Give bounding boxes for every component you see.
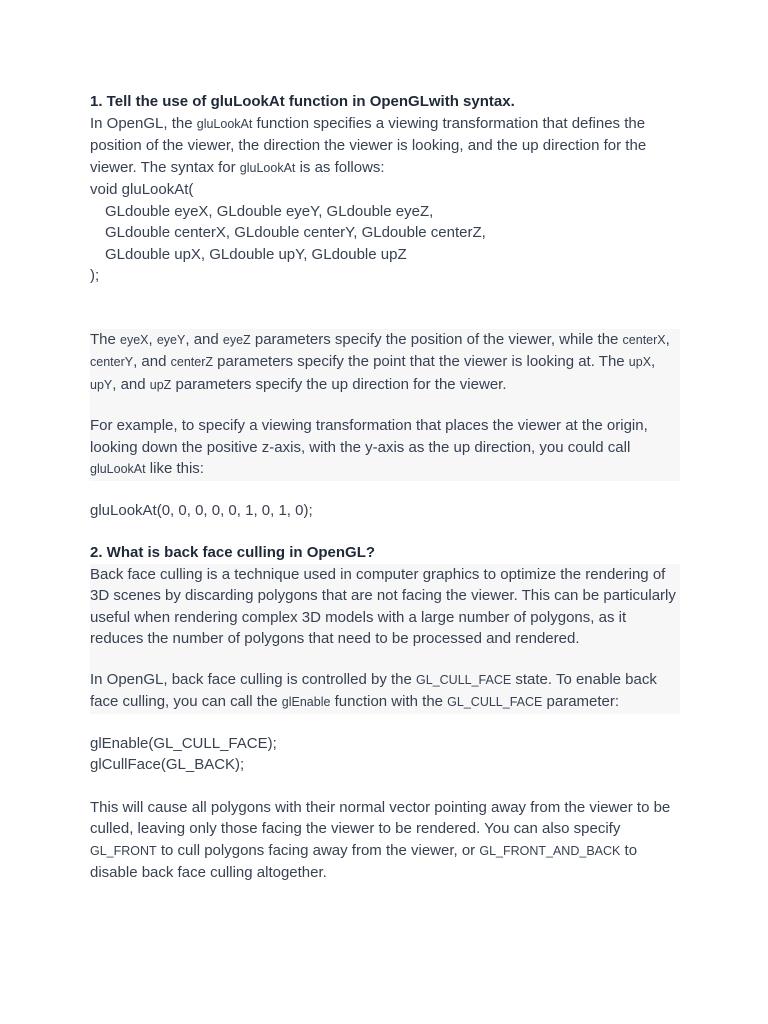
culling-paragraph-1: Back face culling is a technique used in computer graphics to optimize the rendering of 3D scenes by discarding polygons that are not facing the viewer. This can be particularly useful when rendering complex 3D models with a large number of polygons, as it reduces the number of polygons that need to be processed and rendered. [90,565,676,647]
intro-text-1: In OpenGL, the [90,114,197,132]
text: , [148,330,157,348]
parameters-paragraph [90,329,680,397]
text: parameters specify the position of the viewer, while the [250,330,623,348]
text: parameter: [542,693,620,710]
code-line: glEnable(GL_CULL_FACE); [90,734,277,752]
inline-code-GL_FRONT_AND_BACK: GL_FRONT_AND_BACK [479,843,621,858]
inline-code-upX: upX [628,355,652,369]
spacer [90,650,680,669]
inline-code-upY: upY [90,377,113,392]
syntax-line: GLdouble eyeX, GLdouble eyeY, GLdouble eyeZ, [105,202,434,220]
text: to disable back face culling altogether. [90,841,638,881]
spacer [90,396,680,415]
spacer [90,287,680,329]
text: , [651,353,656,370]
inline-code-centerX: centerX [622,332,666,347]
document-content [90,91,680,884]
text: In OpenGL, back face culling is controlled by the [90,670,417,688]
inline-code-centerZ: centerZ [170,355,214,369]
text: parameters specify the up direction for the viewer. [171,375,507,393]
inline-code-centerY: centerY [90,355,134,369]
text: , and [112,375,150,393]
example-call-code: gluLookAt(0, 0, 0, 0, 0, 1, 0, 1, 0); [90,501,313,519]
inline-code-upZ: upZ [149,377,172,392]
inline-code-gluLookAt: gluLookAt [196,116,253,131]
inline-code-GL_CULL_FACE: GL_CULL_FACE [416,672,512,687]
inline-code-gluLookAt: gluLookAt [90,462,146,476]
syntax-line: GLdouble centerX, GLdouble centerY, GLdouble centerZ, [105,224,486,241]
spacer [90,521,680,542]
inline-code-GL_FRONT: GL_FRONT [90,843,157,858]
question-1-heading: 1. Tell the use of gluLookAt function in OpenGLwith syntax. [90,93,515,110]
syntax-line: ); [90,267,100,284]
inline-code-GL_CULL_FACE: GL_CULL_FACE [447,695,543,709]
inline-code-eyeY: eyeY [156,332,186,347]
spacer [90,714,680,733]
text: , [665,330,670,348]
text: state. To enable back face culling, you can call the [90,670,657,710]
gluLookAt-intro [90,113,680,180]
example-paragraph [90,415,680,481]
culling-code-block [90,733,680,776]
code-line: glCullFace(GL_BACK); [90,756,245,773]
text: like this: [145,460,204,477]
inline-code-eyeX: eyeX [120,332,149,347]
text: to cull polygons facing away from the viewer, or [156,841,480,859]
text: function with the [330,693,448,710]
text: , and [185,330,223,348]
spacer [90,776,680,797]
inline-code-gluLookAt: gluLookAt [239,160,296,175]
intro-text-2: function specifies a viewing transformation that defines the position of the viewer, the direction the viewer is looking, and the up direction for the viewer. The syntax for [90,114,647,176]
inline-code-eyeZ: eyeZ [222,332,251,347]
culling-explanation-block [90,564,680,714]
text: The [90,330,121,348]
intro-text-3: is as follows: [295,158,385,176]
inline-code-glEnable: glEnable [281,695,331,709]
explanation-block [90,329,680,481]
syntax-block [90,179,680,287]
text: This will cause all polygons with their normal vector pointing away from the viewer to be culled, leaving only those facing the viewer to be rendered. You can also specify [90,798,671,837]
text: For example, to specify a viewing transformation that places the viewer at the origin, looking down the positive z-axis, with the y-axis as the up direction, you could call [90,417,648,456]
text: parameters specify the point that the viewer is looking at. The [213,353,629,370]
text: , and [133,353,171,370]
culling-paragraph-2 [90,669,680,714]
syntax-line: void gluLookAt( [90,181,194,198]
spacer [90,481,680,500]
culling-paragraph-3 [90,797,680,884]
question-2-heading: 2. What is back face culling in OpenGL? [90,544,376,561]
syntax-line: GLdouble upX, GLdouble upY, GLdouble upZ [105,245,407,263]
